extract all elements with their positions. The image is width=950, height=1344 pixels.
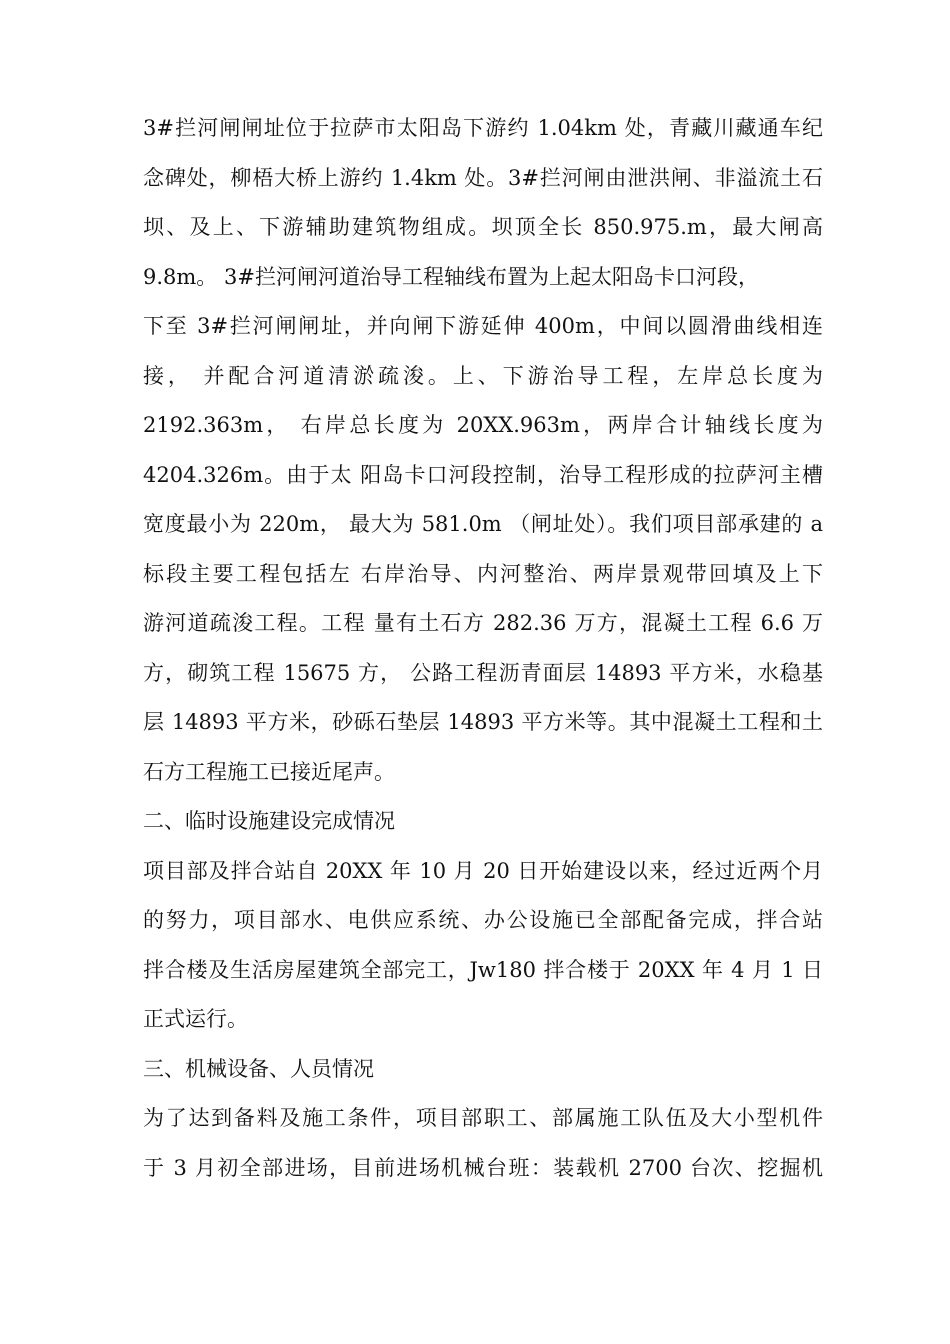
- text-line: 拌合楼及生活房屋建筑全部完工，Jw180 拌合楼于 20XX 年 4 月 1 日: [143, 957, 823, 982]
- text-line: 接， 并配合河道清淤疏浚。上、下游治导工程，左岸总长度为: [143, 363, 823, 388]
- text-line: 石方工程施工已接近尾声。: [143, 759, 395, 784]
- text-line: 于 3 月初全部进场，目前进场机械台班：装载机 2700 台次、挖掘机: [143, 1155, 823, 1180]
- text-line: 4204.326m。由于太 阳岛卡口河段控制，治导工程形成的拉萨河主槽: [143, 462, 823, 487]
- text-line: 游河道疏浚工程。工程 量有土石方 282.36 万方，混凝土工程 6.6 万: [143, 611, 823, 635]
- text-line: 宽度最小为 220m， 最大为 581.0m （闸址处）。我们项目部承建的 a: [143, 512, 823, 536]
- section-heading: 二、临时设施建设完成情况: [143, 809, 395, 833]
- text-line: 为了达到备料及施工条件，项目部职工、部属施工队伍及大小型机件: [143, 1106, 823, 1130]
- text-line: 标段主要工程包括左 右岸治导、内河整治、两岸景观带回填及上下: [143, 561, 823, 586]
- text-line: 念碑处，柳梧大桥上游约 1.4km 处。3#拦河闸由泄洪闸、非溢流土石: [143, 165, 823, 190]
- text-line: 9.8m。 3#拦河闸河道治导工程轴线布置为上起太阳岛卡口河段，: [143, 264, 759, 289]
- text-line: 的努力，项目部水、电供应系统、办公设施已全部配备完成，拌合站: [143, 908, 823, 932]
- text-line: 正式运行。: [143, 1007, 248, 1031]
- text-line: 方，砌筑工程 15675 方， 公路工程沥青面层 14893 平方米，水稳基: [143, 660, 823, 685]
- text-line: 3#拦河闸闸址位于拉萨市太阳岛下游约 1.04km 处，青藏川藏通车纪: [143, 116, 823, 140]
- text-line: 项目部及拌合站自 20XX 年 10 月 20 日开始建设以来，经过近两个月: [143, 858, 823, 883]
- text-line: 下至 3#拦河闸闸址，并向闸下游延伸 400m，中间以圆滑曲线相连: [143, 314, 823, 338]
- text-line: 层 14893 平方米，砂砾石垫层 14893 平方米等。其中混凝土工程和土: [143, 710, 823, 734]
- text-line: 坝、及上、下游辅助建筑物组成。坝顶全长 850.975.m，最大闸高: [143, 215, 823, 239]
- body-text: [143, 104, 823, 1193]
- text-line: 2192.363m， 右岸总长度为 20XX.963m，两岸合计轴线长度为: [143, 413, 823, 437]
- section-heading: 三、机械设备、人员情况: [143, 1056, 374, 1081]
